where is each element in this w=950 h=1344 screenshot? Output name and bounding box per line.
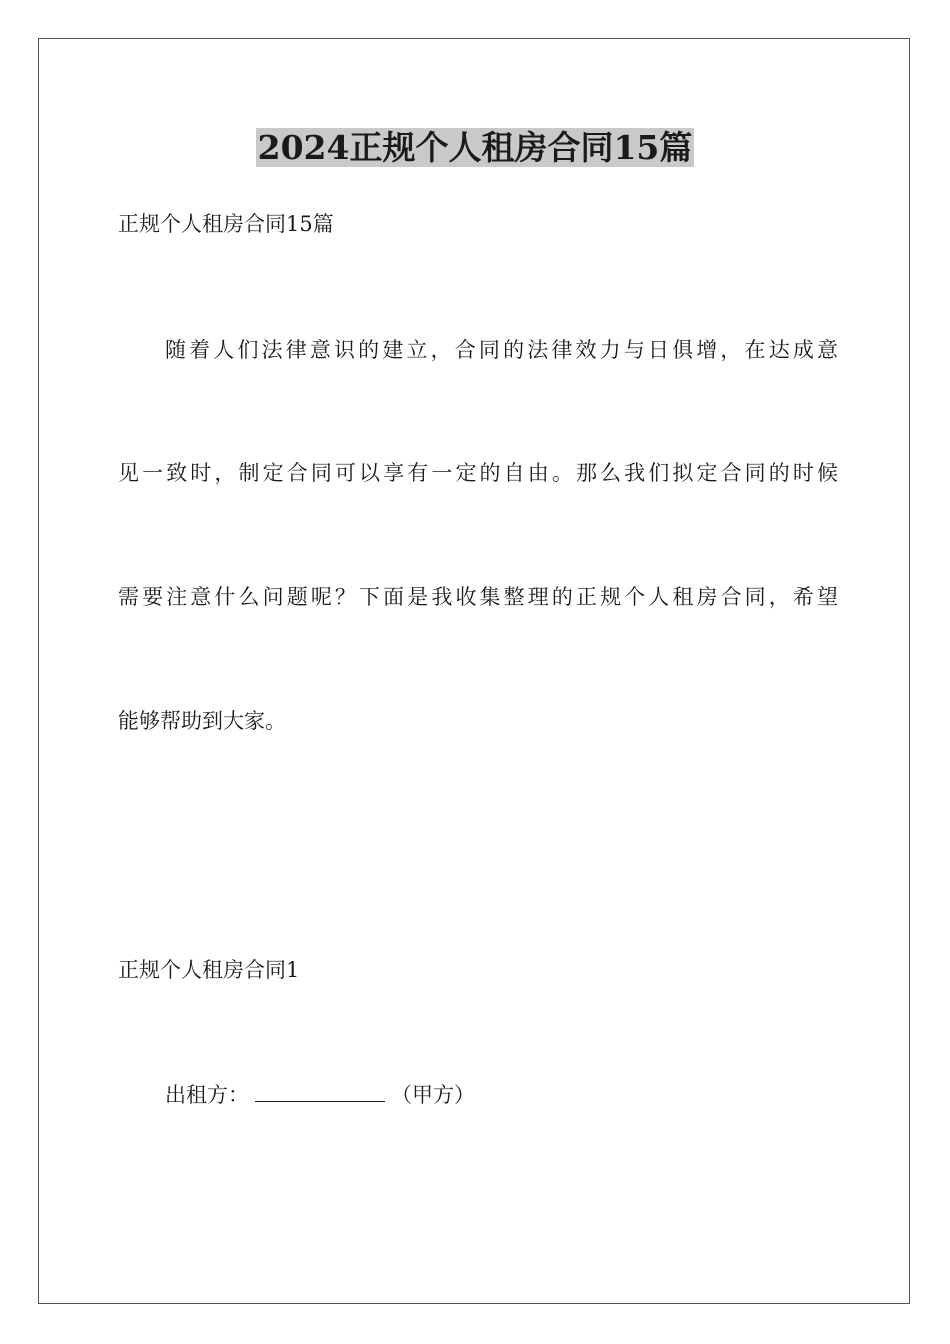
lessor-label: 出租方： xyxy=(165,1083,249,1107)
intro-line-4: 能够帮助到大家。 xyxy=(118,709,286,733)
lessor-line xyxy=(165,1080,838,1110)
intro-line-2: 见一致时，制定合同可以享有一定的自由。那么我们拟定合同的时候 xyxy=(118,461,838,485)
section-heading: 正规个人租房合同1 xyxy=(118,958,300,982)
document-title xyxy=(0,126,950,170)
document-subtitle: 正规个人租房合同15篇 xyxy=(118,212,334,236)
intro-line-3: 需要注意什么问题呢？下面是我收集整理的正规个人租房合同，希望 xyxy=(118,585,838,609)
lessor-suffix: （甲方） xyxy=(391,1083,475,1107)
lessor-blank-field[interactable] xyxy=(255,1083,385,1102)
title-highlight: 2024正规个人租房合同15篇 xyxy=(257,128,693,167)
intro-line-1: 随着人们法律意识的建立，合同的法律效力与日俱增，在达成意 xyxy=(165,338,838,362)
